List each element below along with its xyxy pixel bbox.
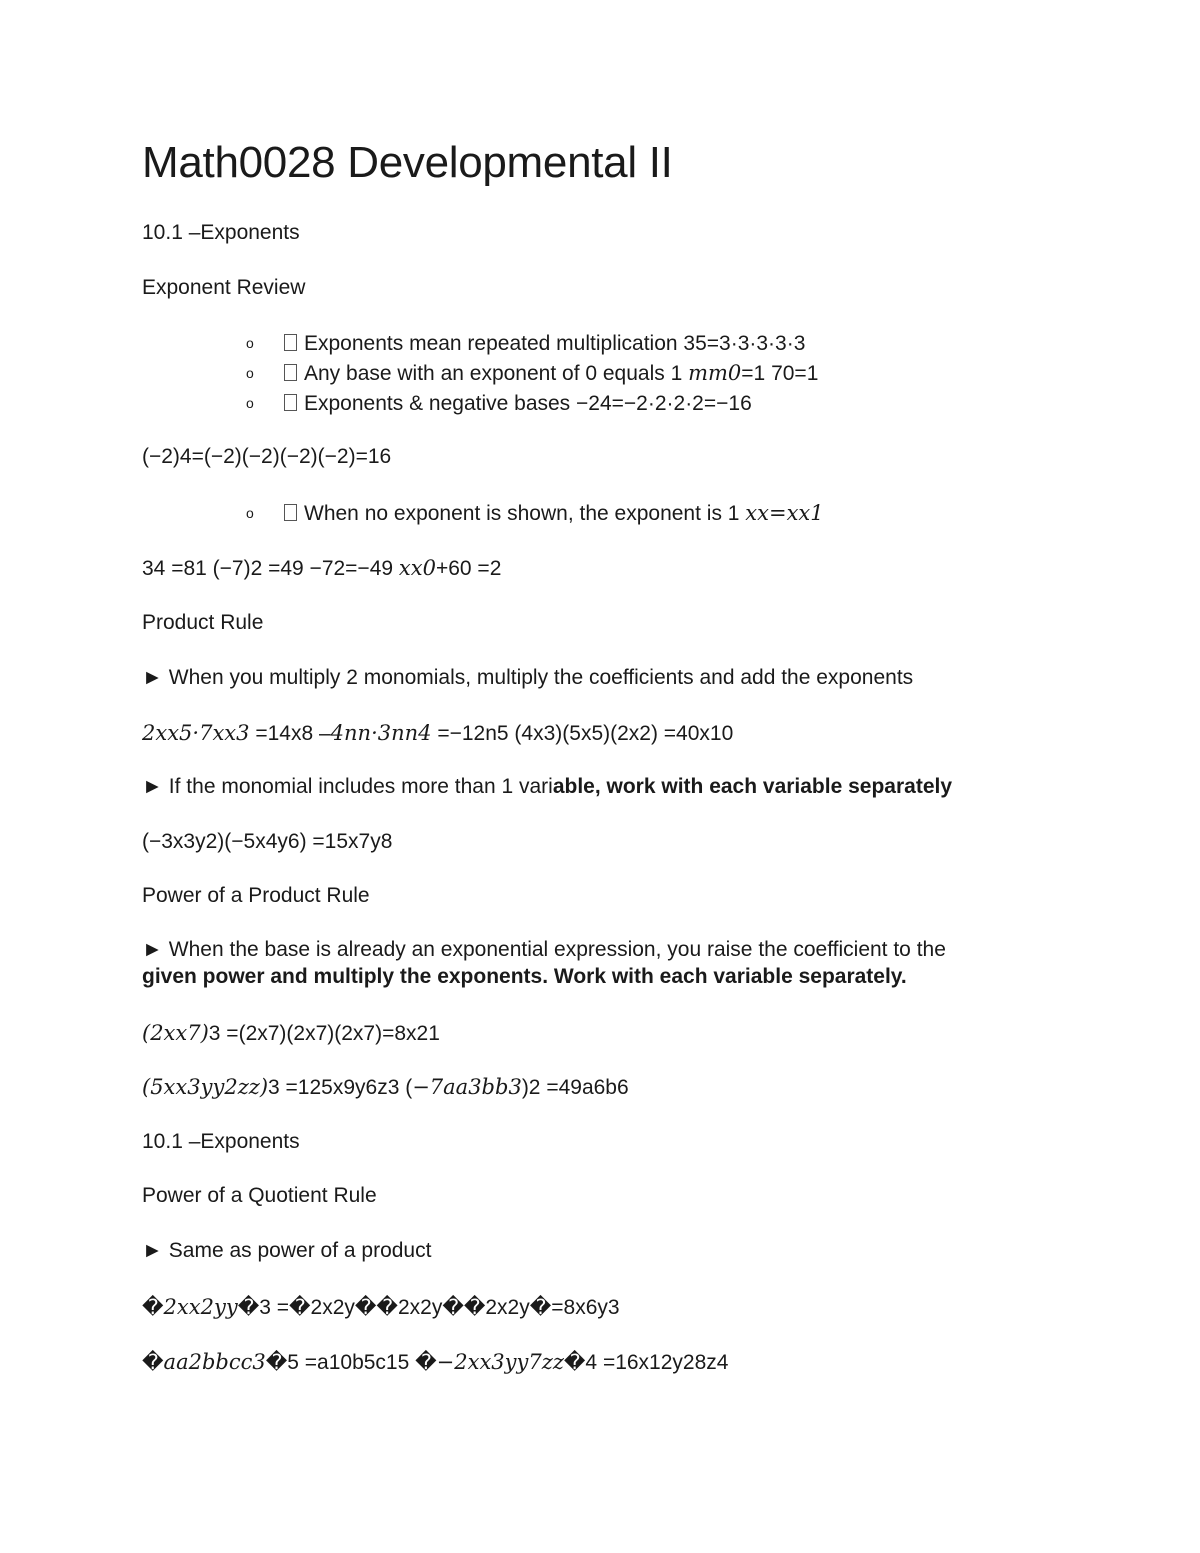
example-line xyxy=(142,719,733,748)
example-text: � xyxy=(142,1351,164,1374)
example-line: (−2)4=(−2)(−2)(−2)(−2)=16 xyxy=(142,445,392,468)
arrow-icon: ► xyxy=(142,666,163,689)
math-expression: −7aa3bb3 xyxy=(412,1075,522,1099)
list-item-tail: =1 70=1 xyxy=(741,362,819,385)
section-heading: 10.1 –Exponents xyxy=(142,1130,300,1153)
rule-text: Same as power of a product xyxy=(168,1239,432,1262)
rule-text: When the base is already an exponential expression, you raise the coefficient to the xyxy=(168,938,946,961)
missing-glyph-icon xyxy=(284,394,297,411)
rule-text-emphasis: given power and multiply the exponents. Work with each variable separately. xyxy=(142,965,907,988)
bullet-mark: o xyxy=(246,395,254,411)
example-text: 3 =(2x7)(2x7)(2x7)=8x21 xyxy=(208,1022,440,1045)
bullet-mark: o xyxy=(246,505,254,521)
bullet-mark: o xyxy=(246,335,254,351)
list-item-text: Any base with an exponent of 0 equals 1 xyxy=(304,362,689,385)
math-expression: −2xx3yy7zz xyxy=(436,1350,564,1374)
power-quotient-heading: Power of a Quotient Rule xyxy=(142,1184,377,1207)
example-line xyxy=(142,1293,620,1322)
bullet-mark: o xyxy=(246,365,254,381)
example-text: �4 =16x12y28z4 xyxy=(563,1351,729,1374)
example-text: 34 =81 (−7)2 =49 −72=−49 xyxy=(142,557,399,580)
missing-glyph-icon xyxy=(284,504,297,521)
example-text: +60 =2 xyxy=(435,557,502,580)
example-line xyxy=(142,1073,629,1102)
list-item-text: Exponents & negative bases −24=−2·2·2·2=−16 xyxy=(304,392,752,415)
example-text: =−12n5 (4x3)(5x5)(2x2) =40x10 xyxy=(431,722,734,745)
example-text: �5 =a10b5c15 � xyxy=(265,1351,437,1374)
example-text: �3 =�2x2y��2x2y��2x2y�=8x6y3 xyxy=(237,1296,620,1319)
rule-text: When you multiply 2 monomials, multiply the coefficients and add the exponents xyxy=(168,666,914,689)
example-text: =14x8 – xyxy=(249,722,331,745)
product-rule-heading: Product Rule xyxy=(142,611,264,634)
missing-glyph-icon xyxy=(284,334,297,351)
example-text: )2 =49a6b6 xyxy=(521,1076,629,1099)
math-expression: 2xx5·7xx3 xyxy=(142,721,250,745)
example-line xyxy=(142,554,501,583)
arrow-icon: ► xyxy=(142,938,163,961)
example-line xyxy=(142,1019,440,1048)
list-item xyxy=(246,329,805,358)
list-item-text: When no exponent is shown, the exponent is 1 xyxy=(304,502,746,525)
math-expression: 2xx2yy xyxy=(163,1295,238,1319)
math-expression: aa2bbcc3 xyxy=(163,1350,266,1374)
rule-text-emphasis: able, work with each variable separately xyxy=(552,775,953,798)
math-expression: (2xx7) xyxy=(142,1021,209,1045)
rule-paragraph xyxy=(142,936,1062,990)
list-item xyxy=(246,499,824,528)
math-expression: xx=xx1 xyxy=(745,501,824,525)
rule-text: If the monomial includes more than 1 vari xyxy=(168,775,553,798)
arrow-icon: ► xyxy=(142,775,163,798)
power-product-heading: Power of a Product Rule xyxy=(142,884,370,907)
exponent-review-heading: Exponent Review xyxy=(142,276,306,299)
rule-line xyxy=(142,664,913,692)
list-item xyxy=(246,389,752,418)
math-expression: xx0 xyxy=(398,556,436,580)
missing-glyph-icon xyxy=(284,364,297,381)
list-item xyxy=(246,359,818,388)
example-text: 3 =125x9y6z3 ( xyxy=(268,1076,413,1099)
example-text: � xyxy=(142,1296,164,1319)
rule-line xyxy=(142,1237,431,1265)
section-heading: 10.1 –Exponents xyxy=(142,221,300,244)
example-line xyxy=(142,1348,728,1377)
arrow-icon: ► xyxy=(142,1239,163,1262)
math-expression: 4nn·3nn4 xyxy=(330,721,432,745)
math-expression: (5xx3yy2zz) xyxy=(142,1075,269,1099)
example-line: (−3x3y2)(−5x4y6) =15x7y8 xyxy=(142,830,393,853)
list-item-text: Exponents mean repeated multiplication 35=3·3·3·3·3 xyxy=(304,332,806,355)
document-title: Math0028 Developmental II xyxy=(142,138,673,187)
math-expression: mm0 xyxy=(688,361,742,385)
rule-line xyxy=(142,773,952,801)
